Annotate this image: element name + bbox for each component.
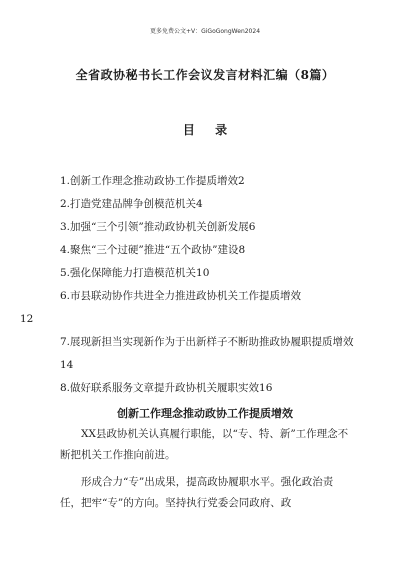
paragraph: XX县政协机关认真履行职能，以“专、特、新”工作理念不断把机关工作推向前进。: [60, 428, 349, 461]
toc-item[interactable]: 3.加强“三个引领”推动政协机关创新发展6: [60, 221, 256, 233]
toc-item[interactable]: 6.市县联动协作共进全力推进政协机关工作提质增效 12: [20, 290, 302, 325]
paragraph: 形成合力“专”出成果，提高政协履职水平。强化政治责任，把牢“专”的方向。坚持执行党委会同政府、政: [60, 476, 334, 509]
toc-item[interactable]: 7.展现新担当实现新作为于出新样子不断助推政协履职提质增效14: [60, 336, 354, 371]
toc-item[interactable]: 1.创新工作理念推动政协工作提质增效2: [60, 175, 245, 187]
toc-item[interactable]: 2.打造党建品牌争创模范机关4: [60, 198, 203, 210]
toc-item[interactable]: 4.聚焦“三个过硬”推进“五个政协”建设8: [60, 244, 246, 256]
document-title: 全省政协秘书长工作会议发言材料汇编（8篇）: [75, 68, 335, 82]
header-note: 更多免费公文+V：GiGoGongWen2024: [149, 28, 261, 35]
table-of-contents: [20, 170, 360, 400]
toc-heading: 目 录: [182, 123, 236, 137]
body-text: [60, 424, 350, 520]
toc-item[interactable]: 5.强化保障能力打造模范机关10: [60, 267, 210, 279]
section-title: 创新工作理念推动政协工作提质增效: [117, 407, 293, 420]
toc-item[interactable]: 8.做好联系服务文章提升政协机关履职实效16: [60, 382, 273, 394]
